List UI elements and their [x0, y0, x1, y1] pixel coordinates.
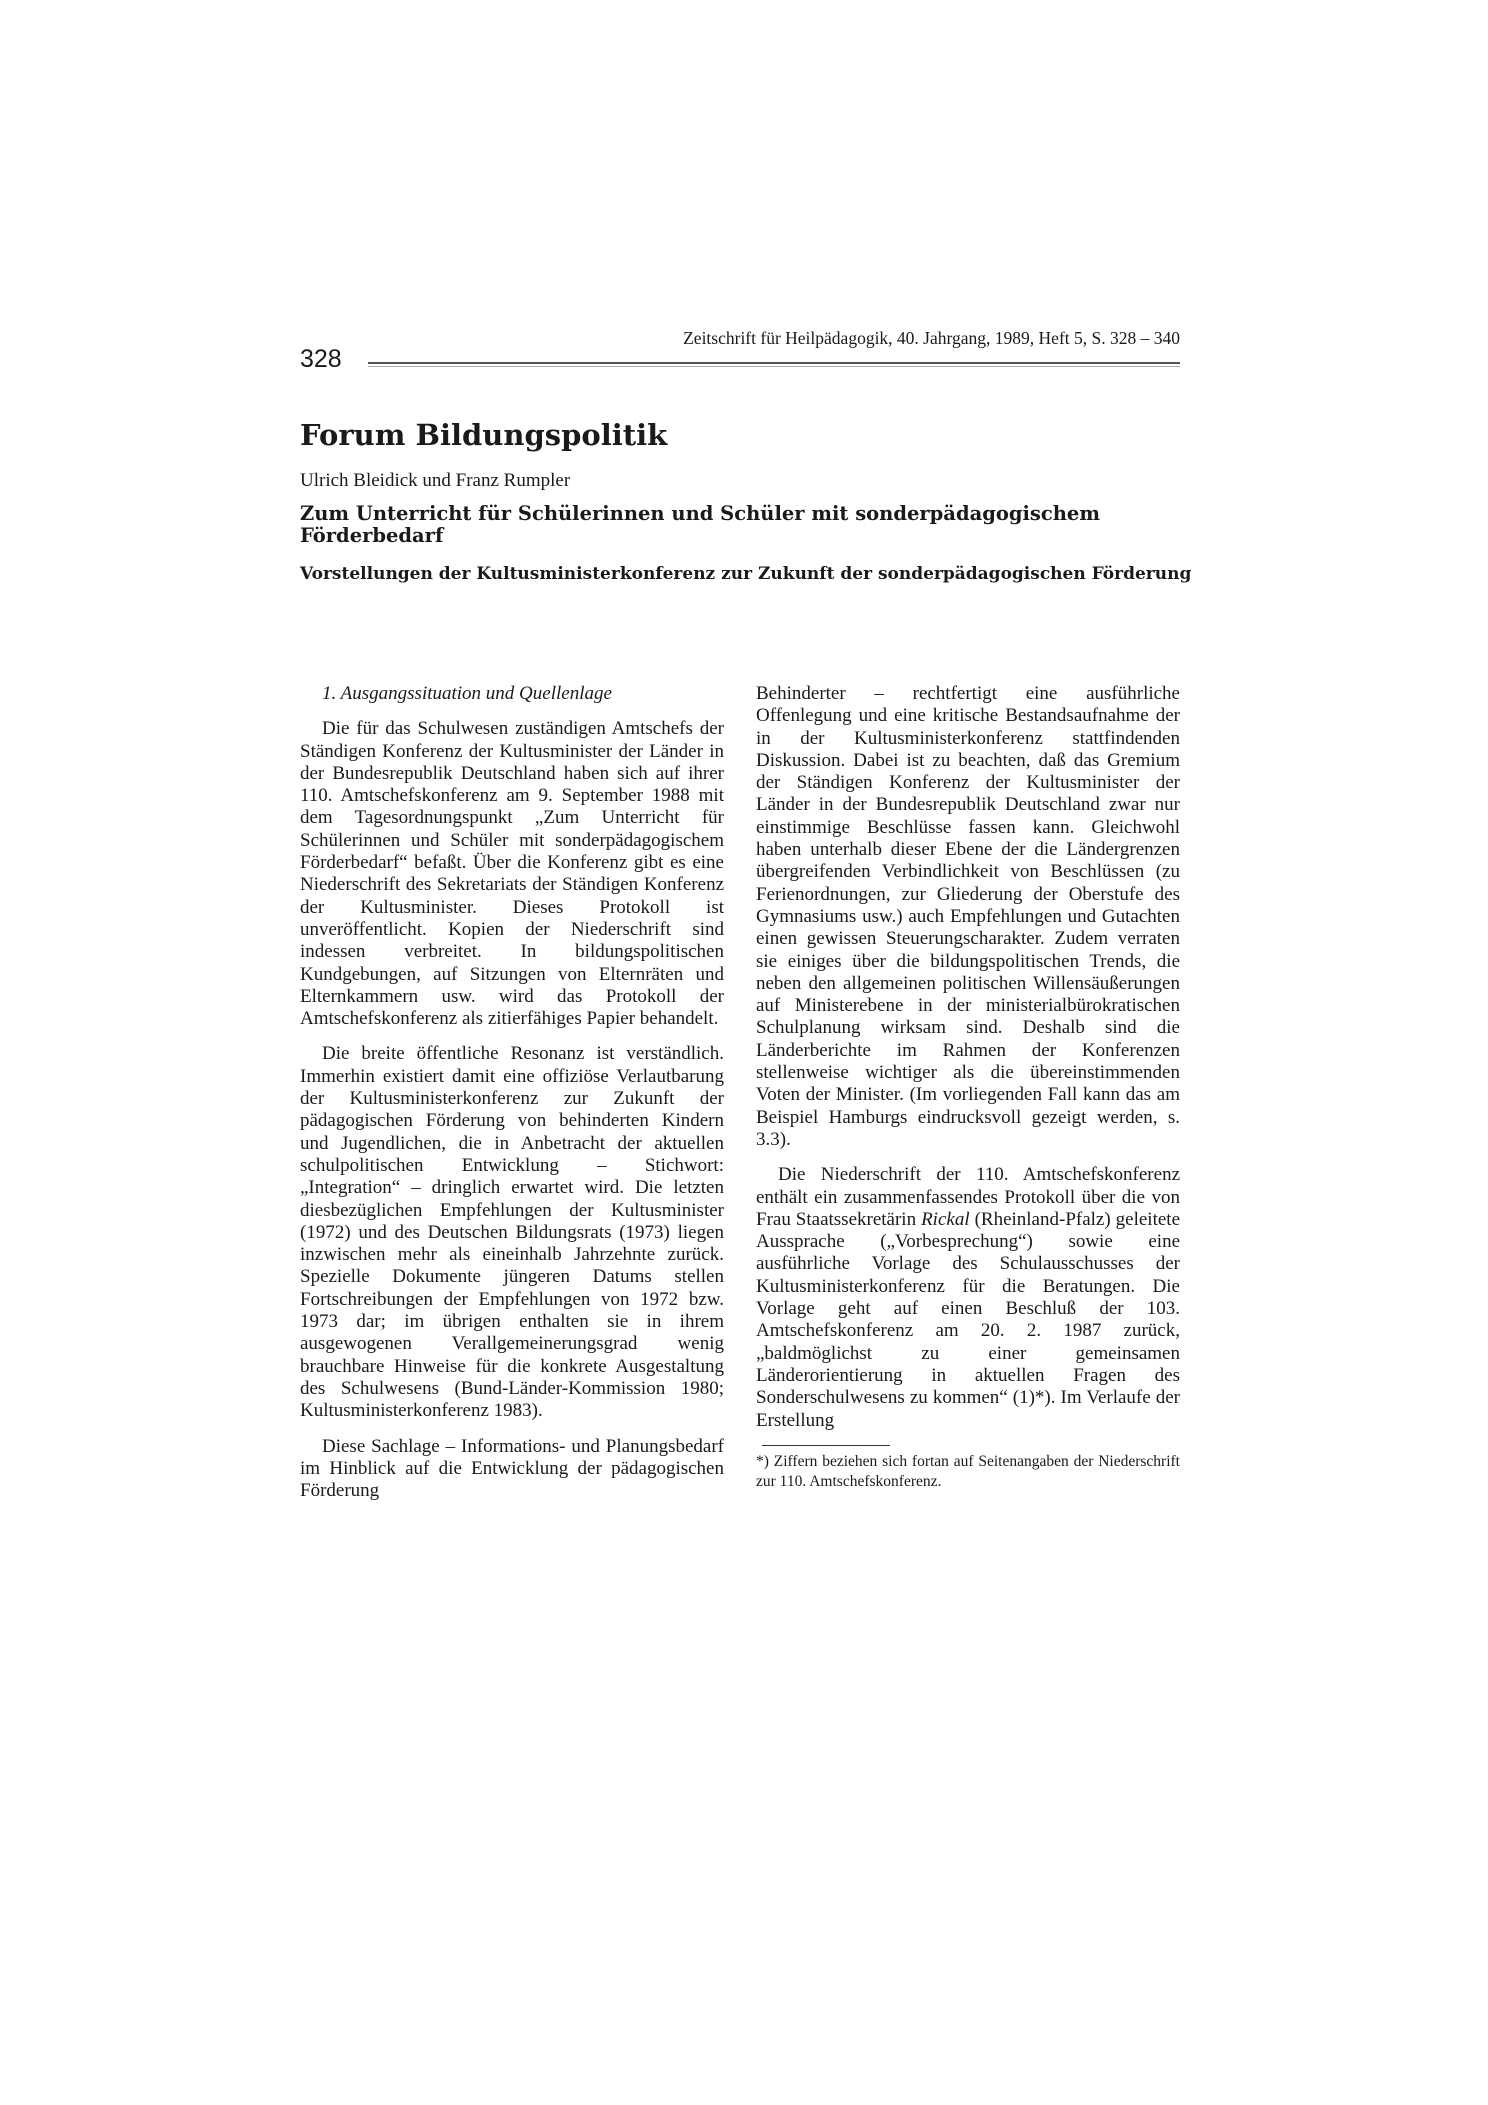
left-column [300, 683, 724, 1515]
paragraph-text: (Rheinland-Pfalz) geleitete Aussprache („Vorbesprechung“) sowie eine ausführliche Vorlage des Schulausschusses der Kultusministerkonferenz für die Beratungen. Die Vorlage geht auf einen Beschluß der 103. Amtschefskonferenz am 20. 2. 1987 zurück, „baldmöglichst zu einer gemeinsamen Länderorientierung in aktuellen Fragen des Sonderschulwesens zu kommen“ (1)*). Im Verlaufe der Erstellung [756, 1208, 1180, 1431]
header-rule-thin [368, 366, 1180, 367]
article-title: Zum Unterricht für Schülerinnen und Schüler mit sonderpädagogischem Förderbedarf [300, 502, 1100, 547]
footnote: *) Ziffern beziehen sich fortan auf Seitenangaben der Niederschrift zur 110. Amtschefskonferenz. [756, 1452, 1180, 1490]
footnote-rule [762, 1445, 890, 1446]
paragraph: Behinderter – rechtfertigt eine ausführliche Offenlegung und eine kritische Bestandsaufnahme der in der Kultusministerkonferenz stattfindenden Diskussion. Dabei ist zu beachten, daß das Gremium der Ständigen Konferenz der Kultusminister der Länder in der Bundesrepublik Deutschland zwar nur einstimmige Beschlüsse fassen kann. Gleichwohl haben unterhalb dieser Ebene der die Ländergrenzen übergreifenden Verbindlichkeit von Beschlüssen (zu Ferienordnungen, zur Gliederung der Oberstufe des Gymnasiums usw.) auch Empfehlungen und Gutachten einen gewissen Steuerungscharakter. Zudem verraten sie einiges über die bildungspolitischen Trends, die neben den allgemeinen politischen Willensäußerungen auf Ministerebene in der ministerialbürokratischen Schulplanung wirksam sind. Deshalb sind die Länderberichte im Rahmen der Konferenzen stellenweise wichtiger als die übereinstimmenden Voten der Minister. (Im vorliegenden Fall kann das am Beispiel Hamburgs eindrucksvoll gezeigt werden, s. 3.3). [756, 683, 1180, 1150]
paragraph: Die für das Schulwesen zuständigen Amtschefs der Ständigen Konferenz der Kultusminister der Länder in der Bundesrepublik Deutschland haben sich auf ihrer 110. Amtschefskonferenz am 9. September 1988 mit dem Tagesordnungspunkt „Zum Unterricht für Schülerinnen und Schüler mit sonderpädagogischem Förderbedarf“ befaßt. Über die Konferenz gibt es eine Niederschrift des Sekretariats der Ständigen Konferenz der Kultusminister. Dieses Protokoll ist unveröffentlicht. Kopien der Niederschrift sind indessen verbreitet. In bildungspolitischen Kundgebungen, auf Sitzungen von Elternräten und Elternkammern usw. wird das Protokoll der Amtschefskonferenz als zitierfähiges Papier behandelt. [300, 718, 724, 1030]
header-rule [368, 362, 1180, 364]
section-title: Forum Bildungspolitik [300, 418, 668, 452]
paragraph: Die breite öffentliche Resonanz ist verständlich. Immerhin existiert damit eine offiziöse Verlautbarung der Kultusministerkonferenz zur Zukunft der pädagogischen Förderung von behinderten Kindern und Jugendlichen, die in Anbetracht der aktuellen schulpolitischen Entwicklung – Stichwort: „Integration“ – dringlich erwartet wird. Die letzten diesbezüglichen Empfehlungen der Kultusminister (1972) und des Deutschen Bildungsrats (1973) liegen inzwischen mehr als eineinhalb Jahrzehnte zurück. Spezielle Dokumente jüngeren Datums stellen Fortschreibungen der Empfehlungen von 1972 bzw. 1973 dar; im übrigen enthalten sie in ihrem ausgewogenen Verallgemeinerungsgrad wenig brauchbare Hinweise für die konkrete Ausgestaltung des Schulwesens (Bund-Länder-Kommission 1980; Kultusministerkonferenz 1983). [300, 1043, 724, 1422]
page-header [300, 328, 1180, 372]
article-authors: Ulrich Bleidick und Franz Rumpler [300, 470, 571, 491]
section-heading: 1. Ausgangssituation und Quellenlage [322, 683, 612, 704]
article-subtitle: Vorstellungen der Kultusministerkonferenz zur Zukunft der sonderpädagogischen Förderung [300, 564, 1192, 584]
paragraph: Diese Sachlage – Informations- und Planungsbedarf im Hinblick auf die Entwicklung der pädagogischen Förderung [300, 1435, 724, 1502]
paragraph-text: Die Niederschrift der 110. Amtschefskonferenz enthält ein zusammenfassendes Protokoll über die von Frau Staatssekretärin [756, 1164, 1180, 1230]
running-head: Zeitschrift für Heilpädagogik, 40. Jahrgang, 1989, Heft 5, S. 328 – 340 [683, 328, 1180, 348]
page-number: 328 [300, 345, 342, 373]
right-column [756, 683, 1180, 1492]
paragraph [756, 1164, 1180, 1432]
person-name: Rickal [921, 1208, 970, 1230]
